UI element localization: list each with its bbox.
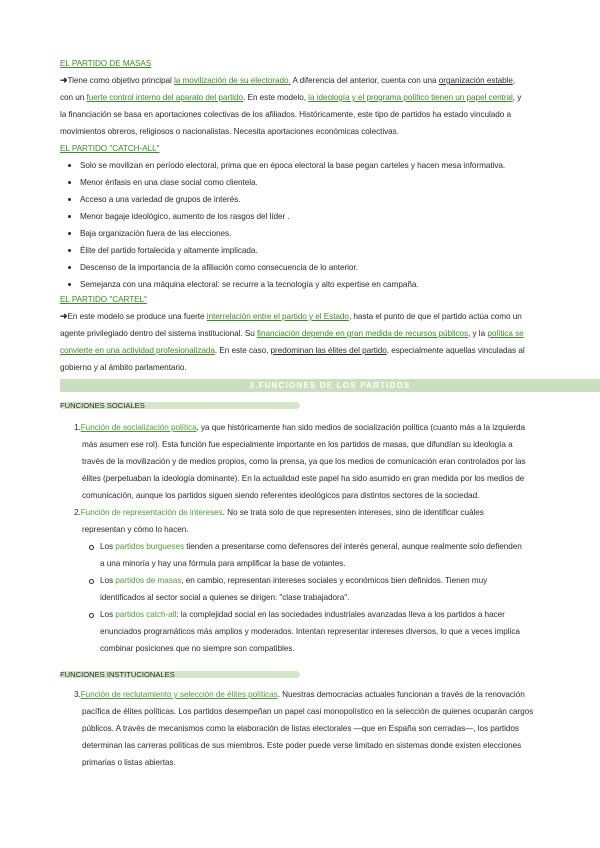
masas-line-4: movimientos obreros, religiosos o nacionalistas. Necesita aportaciones económicas colectivas. xyxy=(60,127,399,136)
cartel-line-2: agente privilegiado dentro del sistema institucional. Su financiación depende en gran medida de recursos públicos, y la política se xyxy=(60,329,524,338)
partidos-catch-all-line-2: enunciados programáticos más amplios y moderados. Intentan representar intereses diversos, lo que a veces implica xyxy=(100,627,520,636)
partidos-masas-line-1: Los partidos de masas, en cambio, representan intereses sociales y económicos bien definidos. Tienen muy xyxy=(100,576,488,585)
funcion-2-line-1: 2.Función de representación de intereses. No se trata solo de que representen intereses, sino de identificar cuáles xyxy=(74,508,484,517)
heading-partido-cartel: EL PARTIDO "CARTEL" xyxy=(60,295,147,304)
catch-all-item: Menor bagaje ideológico, aumento de los rasgos del líder . xyxy=(80,212,290,221)
funcion-1-line-3: través de la movilización y de medios propios, como la prensa, ya que los medios de comunicación eran controlados por las xyxy=(82,457,526,466)
bullet-icon xyxy=(68,164,71,167)
bullet-icon xyxy=(68,232,71,235)
catch-all-item: Acceso a una variedad de grupos de interés. xyxy=(80,195,241,204)
funcion-1-line-4: élites (perpetuaban la ideología dominante). En la actualidad este papel ha sido asumido en gran medida por los medios de xyxy=(82,474,525,483)
catch-all-item: Descenso de la importancia de la afiliación como consecuencia de lo anterior. xyxy=(80,263,358,272)
heading-funciones-institucionales: FUNCIONES INSTITUCIONALES xyxy=(60,670,175,679)
bullet-icon xyxy=(68,283,71,286)
funcion-3-line-1: 3.Función de reclutamiento y selección de élites políticas. Nuestras democracias actuales funcionan a través de la renovación xyxy=(74,690,525,699)
masas-line-1: ➜Tiene como objetivo principal la movilización de su electorado. A diferencia del anterior, cuenta con una organización estable, xyxy=(60,75,516,85)
catch-all-item: Solo se movilizan en período electoral, prima que en época electoral la base pegan carteles y hacen mesa informativa. xyxy=(80,161,506,170)
partidos-catch-all-line-3: combinar posiciones que no siempre son compatibles. xyxy=(100,644,295,653)
sub-bullet-icon xyxy=(89,579,94,584)
cartel-line-1: ➜En este modelo se produce una fuerte interrelación entre el partido y el Estado, hasta el punto de que el partido actúa como un xyxy=(60,311,522,321)
masas-line-3: la financiación se basa en aportaciones colectivas de los afiliados. Históricamente, este tipo de partidos ha estado vinculado a xyxy=(60,110,512,119)
section-banner xyxy=(60,379,600,392)
sub-bullet-icon xyxy=(89,613,94,618)
funcion-1-line-2: más asumen ese rol). Esta función fue especialmente importante en los partidos de masas, que difundían su ideología a xyxy=(82,440,513,449)
bullet-icon xyxy=(68,266,71,269)
cartel-line-3: convierte en una actividad profesionalizada. En este caso, predominan las élites del partido, especialmente aquellas vinculadas al xyxy=(60,346,525,355)
funcion-3-line-2: pacífica de élites políticas. Los partidos desempeñan un papel casi monopolístico en la selección de quienes ocuparán cargos xyxy=(82,707,534,716)
funcion-3-line-4: determinan las carreras políticas de sus miembros. Este poder puede verse limitado en sistemas donde existen elecciones xyxy=(82,741,522,750)
funcion-2-line-2: representan y cómo lo hacen. xyxy=(82,525,189,534)
partidos-masas-line-2: identificados al sector social a quienes se dirigen: "clase trabajadora". xyxy=(100,593,350,602)
arrow-icon: ➜ xyxy=(60,311,68,321)
partidos-catch-all-line-1: Los partidos catch-all: la complejidad social en las sociedades industriales avanzadas lleva a los partidos a hacer xyxy=(100,610,505,619)
sub-bullet-icon xyxy=(89,545,94,550)
masas-line-2: con un fuerte control interno del aparato del partido. En este modelo, la ideología y el programa político tienen un papel central, y xyxy=(60,93,522,102)
catch-all-item: Semejanza con una máquina electoral: se recurre a la tecnología y alto expertise en campaña. xyxy=(80,280,419,289)
heading-partido-catch-all: EL PARTIDO "CATCH-ALL" xyxy=(60,144,160,153)
section-title: 3.FUNCIONES DE LOS PARTIDOS xyxy=(249,381,411,390)
catch-all-item: Menor énfasis en una clase social como clientela. xyxy=(80,178,258,187)
bullet-icon xyxy=(68,181,71,184)
bullet-icon xyxy=(68,249,71,252)
catch-all-item: Baja organización fuera de las elecciones. xyxy=(80,229,232,238)
heading-funciones-sociales: FUNCIONES SOCIALES xyxy=(60,401,145,410)
heading-partido-masas: EL PARTIDO DE MASAS xyxy=(60,59,152,68)
arrow-icon: ➜ xyxy=(60,75,68,85)
bullet-icon xyxy=(68,215,71,218)
funcion-1-line-1: 1.Función de socialización política, ya que históricamente han sido medios de socialización política (cuanto más a la izquierda xyxy=(74,423,526,432)
funcion-3-line-5: primarias o listas abiertas. xyxy=(82,758,176,767)
funcion-1-line-5: comunicación, aunque los partidos siguen siendo referentes ideológicos para distintos sectores de la sociedad. xyxy=(82,491,480,500)
funcion-3-line-3: públicos. A través de mecanismos como la elaboración de listas electorales —que en España son cerradas—, los partidos xyxy=(82,724,519,733)
bullet-icon xyxy=(68,198,71,201)
catch-all-item: Élite del partido fortalecida y altamente implicada. xyxy=(80,246,258,255)
partidos-burgueses-line-2: a una minoría y hay una fórmula para amplificar la base de votantes. xyxy=(100,559,346,568)
cartel-line-4: gobierno y al ámbito parlamentario. xyxy=(60,363,187,372)
partidos-burgueses-line-1: Los partidos burgueses tienden a presentarse como defensores del interés general, aunque realmente solo defienden xyxy=(100,542,522,551)
